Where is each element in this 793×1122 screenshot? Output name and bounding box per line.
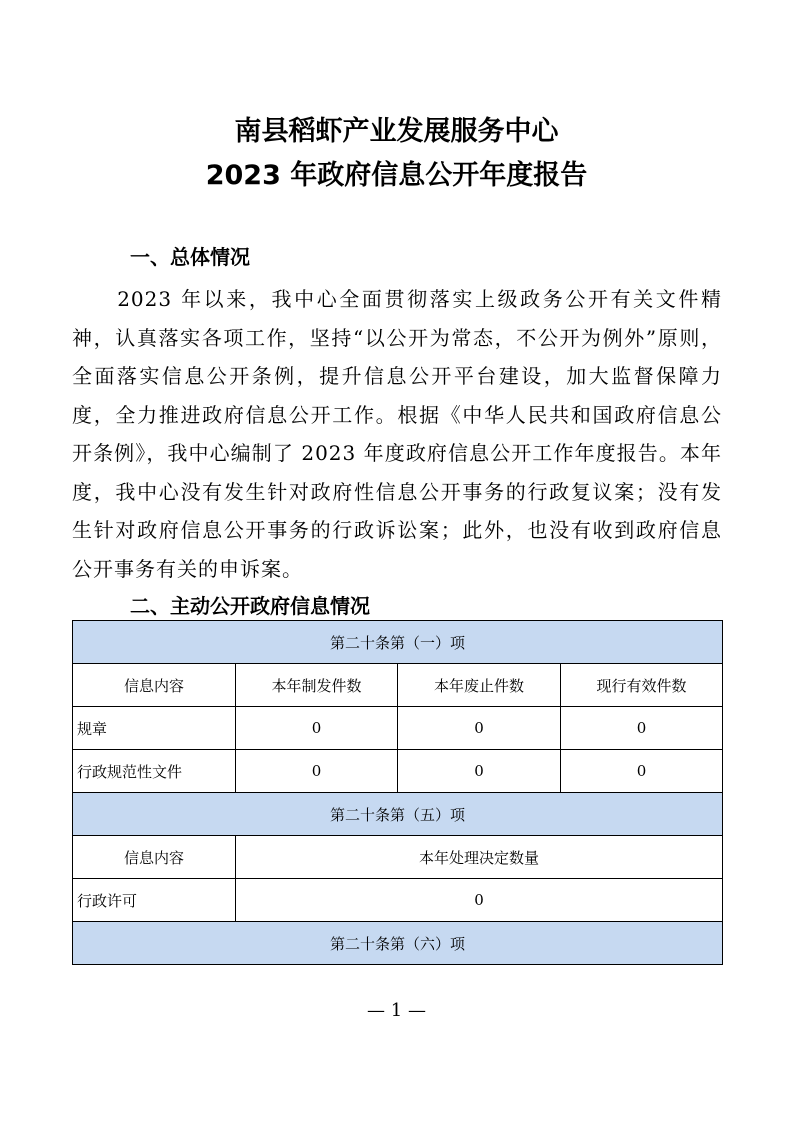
- header-cell: 本年处理决定数量: [236, 836, 723, 879]
- table-cell: 0: [398, 707, 561, 750]
- row-label: 规章: [73, 707, 236, 750]
- section-title-article20-5: 第二十条第（五）项: [73, 793, 723, 836]
- table-row: [73, 707, 723, 750]
- header-cell: 信息内容: [73, 664, 236, 707]
- document-title-line2: 2023 年政府信息公开年度报告: [205, 160, 588, 191]
- row-label: 行政许可: [73, 879, 236, 922]
- section-title-article20-6: 第二十条第（六）项: [73, 922, 723, 965]
- table-cell: 0: [398, 750, 561, 793]
- row-label: 行政规范性文件: [73, 750, 236, 793]
- table-cell: 0: [236, 707, 398, 750]
- table-cell: 0: [561, 750, 723, 793]
- table-header-row: [73, 664, 723, 707]
- table-section-row: [73, 621, 723, 664]
- table-cell: 0: [561, 707, 723, 750]
- overview-paragraph: 2023 年以来，我中心全面贯彻落实上级政务公开有关文件精神，认真落实各项工作，坚持“以公开为常态，不公开为例外”原则，全面落实信息公开条例，提升信息公开平台建设，加大监督保障力度，全力推进政府信息公开工作。根据《中华人民共和国政府信息公开条例》，我中心编制了 2023 年度政府信息公开工作年度报告。本年度，我中心没有发生针对政府性信息公开事务的行政复议案；没有发生针对政府信息公开事务的行政诉讼案；此外，也没有收到政府信息公开事务有关的申诉案。: [72, 287, 722, 581]
- table-section-row: [73, 793, 723, 836]
- table-row: [73, 750, 723, 793]
- header-cell: 现行有效件数: [561, 664, 723, 707]
- table-header-row: [73, 836, 723, 879]
- table-row: [73, 879, 723, 922]
- header-cell: 本年制发件数: [236, 664, 398, 707]
- document-title-line1: 南县稻虾产业发展服务中心: [234, 116, 559, 147]
- section-title-article20-1: 第二十条第（一）项: [73, 621, 723, 664]
- page-number: — 1 —: [367, 1000, 426, 1021]
- section-heading-overview: 一、总体情况: [130, 245, 250, 269]
- table-cell: 0: [236, 750, 398, 793]
- section-heading-proactive-disclosure: 二、主动公开政府信息情况: [130, 594, 370, 618]
- table-cell: 0: [236, 879, 723, 922]
- header-cell: 信息内容: [73, 836, 236, 879]
- disclosure-table: [72, 620, 723, 965]
- table-section-row: [73, 922, 723, 965]
- header-cell: 本年废止件数: [398, 664, 561, 707]
